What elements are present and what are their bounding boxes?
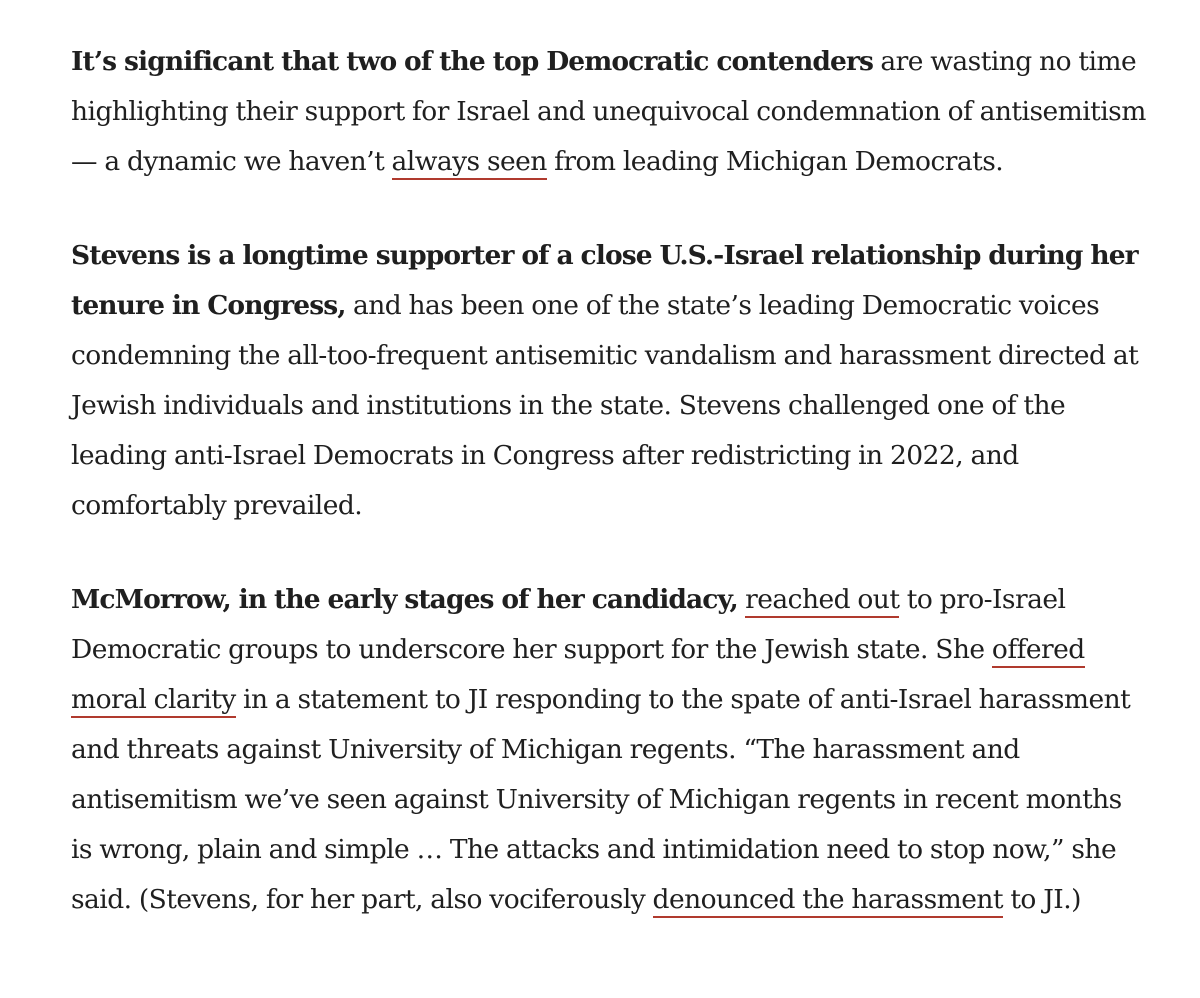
paragraph-text: to JI.) [1002, 884, 1081, 915]
link-reached-out[interactable]: reached out [745, 584, 899, 618]
paragraph-text: are wasting no time highlighting their support for Israel and unequivocal condemnation of antisemitism — a dynamic we haven’t [71, 46, 1146, 177]
paragraph-lead: Stevens is a longtime supporter of a close U.S.-Israel relationship during her tenure in Congress, [71, 240, 1138, 321]
link-denounced-the-harassment[interactable]: denounced the harassment [653, 884, 1003, 918]
paragraph-text: in a statement to JI responding to the spate of anti-Israel harassment and threats against University of Michigan regents. “The harassment and antisemitism we’ve seen against University of Michigan regents in recent months is wrong, plain and simple … The attacks and intimidation need to stop now,” she said. (Stevens, for her part, also vociferously [71, 684, 1131, 915]
link-offered-moral-clarity[interactable]: offered moral clarity [71, 634, 1085, 718]
paragraph-3 [71, 575, 1146, 925]
paragraph-lead: It’s significant that two of the top Democratic contenders [71, 46, 874, 77]
article-body [71, 37, 1146, 925]
paragraph-text: and has been one of the state’s leading Democratic voices condemning the all-too-frequent antisemitic vandalism and harassment directed at Jewish individuals and institutions in the state. Stevens challenged one of the leading anti-Israel Democrats in Congress after redistricting in 2022, and comfortably prevailed. [71, 290, 1139, 521]
paragraph-1 [71, 37, 1146, 187]
paragraph-text: from leading Michigan Democrats. [546, 146, 1004, 177]
link-always-seen[interactable]: always seen [392, 146, 547, 180]
paragraph-lead: McMorrow, in the early stages of her candidacy, [71, 584, 738, 615]
paragraph-text: to pro-Israel Democratic groups to underscore her support for the Jewish state. She [71, 584, 1066, 665]
paragraph-2 [71, 231, 1146, 531]
